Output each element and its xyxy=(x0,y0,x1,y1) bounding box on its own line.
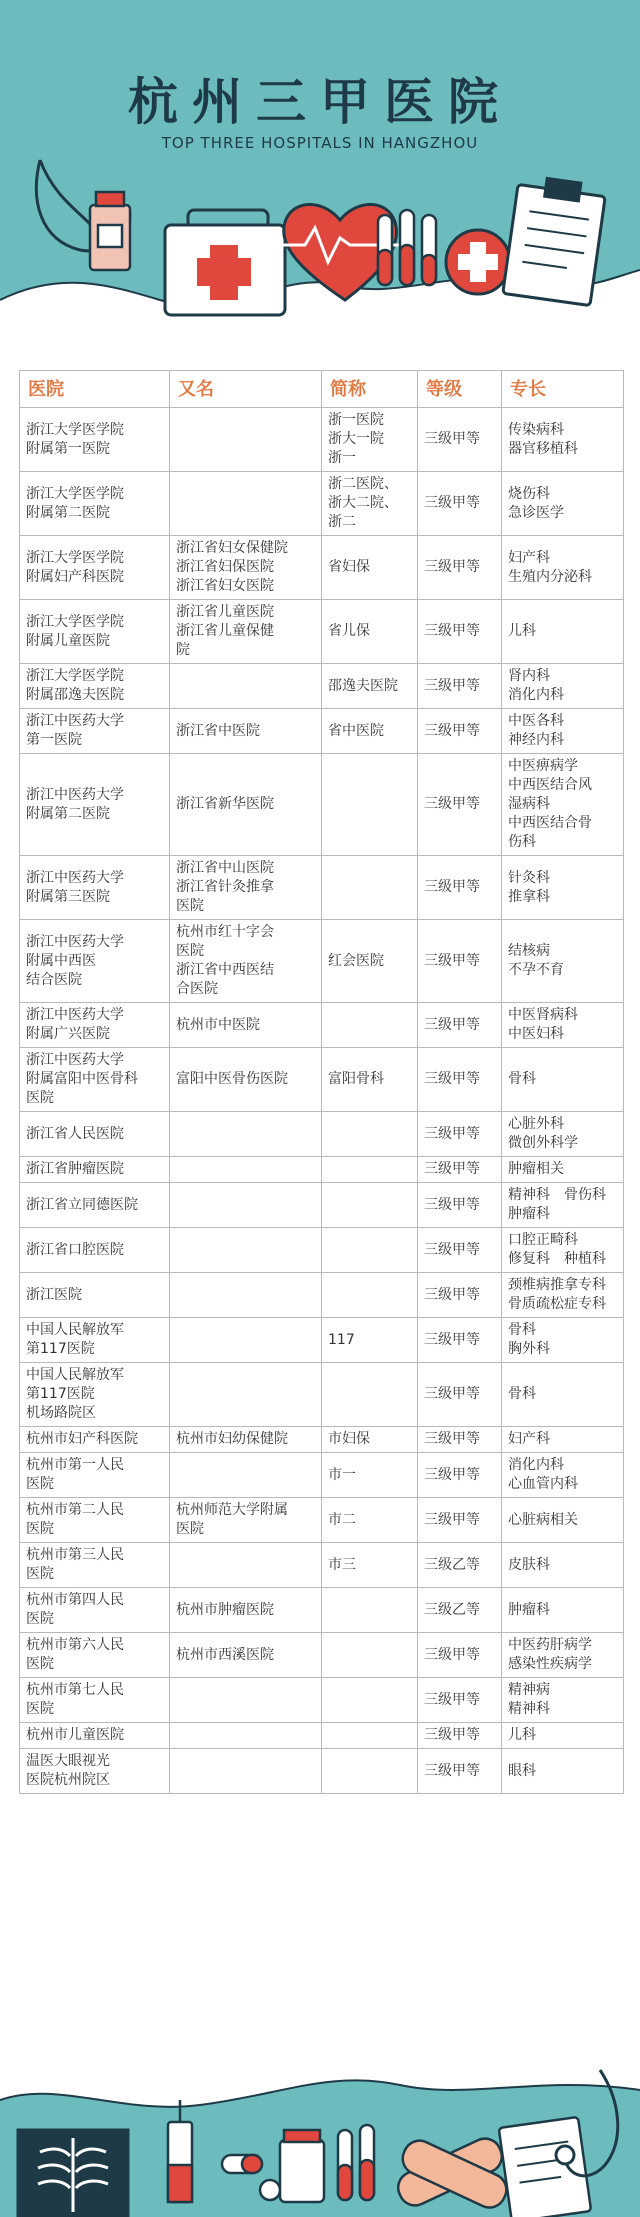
cell-hospital-name: 浙江省立同德医院 xyxy=(20,1183,170,1228)
cell-alias: 杭州市妇幼保健院 xyxy=(170,1427,322,1453)
page-subtitle: TOP THREE HOSPITALS IN HANGZHOU xyxy=(161,134,479,152)
cell-alias xyxy=(170,1453,322,1498)
table-row xyxy=(20,1749,624,1794)
table-row xyxy=(20,1048,624,1112)
table-row xyxy=(20,1678,624,1723)
page-title: 杭州三甲医院 xyxy=(128,73,512,131)
cell-grade: 三级甲等 xyxy=(418,1749,502,1794)
table-row xyxy=(20,472,624,536)
clipboard-icon xyxy=(503,178,605,305)
cell-hospital-name: 浙江大学医学院 附属儿童医院 xyxy=(20,600,170,664)
cell-specialty: 肿瘤相关 xyxy=(502,1157,624,1183)
cell-hospital-name: 杭州市第三人民 医院 xyxy=(20,1543,170,1588)
cell-alias: 杭州市中医院 xyxy=(170,1003,322,1048)
cell-grade: 三级甲等 xyxy=(418,1183,502,1228)
cell-specialty: 肿瘤科 xyxy=(502,1588,624,1633)
column-header-hospital: 医院 xyxy=(20,371,170,408)
hospital-table-container xyxy=(19,370,623,1794)
cell-abbreviation xyxy=(322,1749,418,1794)
cell-abbreviation: 富阳骨科 xyxy=(322,1048,418,1112)
table-row xyxy=(20,920,624,1003)
cell-abbreviation xyxy=(322,1273,418,1318)
cell-grade: 三级甲等 xyxy=(418,920,502,1003)
cell-specialty: 骨科 胸外科 xyxy=(502,1318,624,1363)
xray-icon xyxy=(18,2130,128,2217)
cell-specialty: 心脏外科 微创外科学 xyxy=(502,1112,624,1157)
cell-hospital-name: 浙江中医药大学 附属富阳中医骨科 医院 xyxy=(20,1048,170,1112)
table-row xyxy=(20,1498,624,1543)
cell-alias xyxy=(170,1112,322,1157)
cell-grade: 三级甲等 xyxy=(418,1723,502,1749)
cell-alias xyxy=(170,1678,322,1723)
cell-abbreviation xyxy=(322,1112,418,1157)
cell-abbreviation xyxy=(322,1157,418,1183)
cell-grade: 三级甲等 xyxy=(418,1318,502,1363)
cell-alias: 富阳中医骨伤医院 xyxy=(170,1048,322,1112)
cell-specialty: 口腔正畸科 修复科 种植科 xyxy=(502,1228,624,1273)
cell-alias: 浙江省中医院 xyxy=(170,709,322,754)
cell-alias: 杭州市西溪医院 xyxy=(170,1633,322,1678)
cell-hospital-name: 浙江省口腔医院 xyxy=(20,1228,170,1273)
cell-grade: 三级甲等 xyxy=(418,1228,502,1273)
cell-hospital-name: 杭州市第四人民 医院 xyxy=(20,1588,170,1633)
cell-specialty: 中医肾病科 中医妇科 xyxy=(502,1003,624,1048)
cell-specialty: 眼科 xyxy=(502,1749,624,1794)
cell-specialty: 消化内科 心血管内科 xyxy=(502,1453,624,1498)
cell-abbreviation xyxy=(322,1183,418,1228)
footer-medical-art xyxy=(0,2060,640,2217)
cell-specialty: 中医药肝病学 感染性疾病学 xyxy=(502,1633,624,1678)
cell-hospital-name: 浙江医院 xyxy=(20,1273,170,1318)
first-aid-kit-icon xyxy=(165,210,285,315)
table-row xyxy=(20,1453,624,1498)
table-row xyxy=(20,1363,624,1427)
cell-specialty: 妇产科 生殖内分泌科 xyxy=(502,536,624,600)
cell-specialty: 骨科 xyxy=(502,1048,624,1112)
bottle-icon xyxy=(90,192,130,270)
cell-abbreviation: 市妇保 xyxy=(322,1427,418,1453)
cell-alias xyxy=(170,1363,322,1427)
table-row xyxy=(20,1633,624,1678)
cell-hospital-name: 浙江省人民医院 xyxy=(20,1112,170,1157)
cell-specialty: 肾内科 消化内科 xyxy=(502,664,624,709)
cell-hospital-name: 浙江省肿瘤医院 xyxy=(20,1157,170,1183)
cell-abbreviation: 市一 xyxy=(322,1453,418,1498)
cell-alias: 浙江省妇女保健院 浙江省妇保医院 浙江省妇女医院 xyxy=(170,536,322,600)
cell-abbreviation xyxy=(322,754,418,856)
cell-hospital-name: 浙江中医药大学 附属广兴医院 xyxy=(20,1003,170,1048)
cell-abbreviation xyxy=(322,856,418,920)
cell-grade: 三级甲等 xyxy=(418,1678,502,1723)
cell-hospital-name: 浙江大学医学院 附属妇产科医院 xyxy=(20,536,170,600)
column-header-grade: 等级 xyxy=(418,371,502,408)
cell-alias xyxy=(170,664,322,709)
cell-alias: 杭州师范大学附属 医院 xyxy=(170,1498,322,1543)
table-row xyxy=(20,1273,624,1318)
table-row xyxy=(20,600,624,664)
cell-alias xyxy=(170,1273,322,1318)
cell-specialty: 妇产科 xyxy=(502,1427,624,1453)
cell-grade: 三级甲等 xyxy=(418,1427,502,1453)
cell-abbreviation xyxy=(322,1228,418,1273)
cell-abbreviation xyxy=(322,1003,418,1048)
cell-abbreviation: 邵逸夫医院 xyxy=(322,664,418,709)
cell-specialty: 中医痹病学 中西医结合风 湿病科 中西医结合骨 伤科 xyxy=(502,754,624,856)
table-row xyxy=(20,1723,624,1749)
cell-alias xyxy=(170,1183,322,1228)
medical-illustration xyxy=(0,0,640,330)
cell-grade: 三级甲等 xyxy=(418,600,502,664)
table-row xyxy=(20,1543,624,1588)
cell-abbreviation: 省妇保 xyxy=(322,536,418,600)
cell-abbreviation: 117 xyxy=(322,1318,418,1363)
cell-grade: 三级甲等 xyxy=(418,754,502,856)
cell-grade: 三级甲等 xyxy=(418,664,502,709)
cell-abbreviation: 市二 xyxy=(322,1498,418,1543)
table-row xyxy=(20,664,624,709)
cell-alias xyxy=(170,1318,322,1363)
cell-grade: 三级甲等 xyxy=(418,1363,502,1427)
cell-grade: 三级甲等 xyxy=(418,408,502,472)
cell-specialty: 烧伤科 急诊医学 xyxy=(502,472,624,536)
cell-specialty: 骨科 xyxy=(502,1363,624,1427)
cell-hospital-name: 杭州市儿童医院 xyxy=(20,1723,170,1749)
cell-abbreviation: 红会医院 xyxy=(322,920,418,1003)
cell-hospital-name: 浙江大学医学院 附属第二医院 xyxy=(20,472,170,536)
cell-alias xyxy=(170,408,322,472)
table-row xyxy=(20,709,624,754)
cell-specialty: 颈椎病推拿专科 骨质疏松症专科 xyxy=(502,1273,624,1318)
cell-hospital-name: 中国人民解放军 第117医院 机场路院区 xyxy=(20,1363,170,1427)
cell-abbreviation: 浙一医院 浙大一院 浙一 xyxy=(322,408,418,472)
header-banner xyxy=(0,0,640,330)
cell-hospital-name: 浙江中医药大学 附属第三医院 xyxy=(20,856,170,920)
cell-abbreviation xyxy=(322,1678,418,1723)
cell-alias: 浙江省中山医院 浙江省针灸推拿 医院 xyxy=(170,856,322,920)
cell-grade: 三级甲等 xyxy=(418,1048,502,1112)
table-row xyxy=(20,408,624,472)
cell-hospital-name: 浙江中医药大学 第一医院 xyxy=(20,709,170,754)
cell-specialty: 心脏病相关 xyxy=(502,1498,624,1543)
cell-grade: 三级乙等 xyxy=(418,1588,502,1633)
table-row xyxy=(20,1183,624,1228)
cell-grade: 三级甲等 xyxy=(418,1633,502,1678)
cell-specialty: 中医各科 神经内科 xyxy=(502,709,624,754)
test-tube-icon xyxy=(378,210,436,285)
table-row xyxy=(20,1157,624,1183)
cell-alias xyxy=(170,1543,322,1588)
cell-grade: 三级甲等 xyxy=(418,1498,502,1543)
cell-grade: 三级甲等 xyxy=(418,1453,502,1498)
cell-alias xyxy=(170,1157,322,1183)
cell-hospital-name: 浙江中医药大学 附属中西医 结合医院 xyxy=(20,920,170,1003)
table-row xyxy=(20,1318,624,1363)
column-header-abbr: 简称 xyxy=(322,371,418,408)
cell-specialty: 结核病 不孕不育 xyxy=(502,920,624,1003)
hospital-table xyxy=(19,370,624,1794)
column-header-specialty: 专长 xyxy=(502,371,624,408)
table-row xyxy=(20,536,624,600)
cell-abbreviation xyxy=(322,1723,418,1749)
cell-hospital-name: 杭州市第一人民 医院 xyxy=(20,1453,170,1498)
cell-abbreviation: 市三 xyxy=(322,1543,418,1588)
cell-abbreviation xyxy=(322,1633,418,1678)
table-row xyxy=(20,856,624,920)
cell-alias xyxy=(170,1749,322,1794)
table-row xyxy=(20,1588,624,1633)
table-row xyxy=(20,754,624,856)
cell-alias xyxy=(170,1228,322,1273)
footer-illustration xyxy=(0,2060,640,2217)
cell-alias xyxy=(170,1723,322,1749)
cell-specialty: 儿科 xyxy=(502,600,624,664)
cell-specialty: 针灸科 推拿科 xyxy=(502,856,624,920)
table-header-row xyxy=(20,371,624,408)
cell-grade: 三级甲等 xyxy=(418,856,502,920)
cross-badge-icon xyxy=(446,230,510,294)
cell-hospital-name: 中国人民解放军 第117医院 xyxy=(20,1318,170,1363)
cell-grade: 三级甲等 xyxy=(418,536,502,600)
cell-hospital-name: 浙江大学医学院 附属第一医院 xyxy=(20,408,170,472)
cell-specialty: 精神科 骨伤科 肿瘤科 xyxy=(502,1183,624,1228)
table-row xyxy=(20,1003,624,1048)
cell-alias: 杭州市肿瘤医院 xyxy=(170,1588,322,1633)
cell-hospital-name: 浙江大学医学院 附属邵逸夫医院 xyxy=(20,664,170,709)
cell-alias xyxy=(170,472,322,536)
cell-specialty: 皮肤科 xyxy=(502,1543,624,1588)
cell-hospital-name: 杭州市第二人民 医院 xyxy=(20,1498,170,1543)
cell-abbreviation: 省中医院 xyxy=(322,709,418,754)
cell-hospital-name: 温医大眼视光 医院杭州院区 xyxy=(20,1749,170,1794)
cell-hospital-name: 杭州市第六人民 医院 xyxy=(20,1633,170,1678)
footer-clipboard-icon xyxy=(499,2117,591,2217)
column-header-alias: 又名 xyxy=(170,371,322,408)
cell-grade: 三级甲等 xyxy=(418,1157,502,1183)
cell-alias: 杭州市红十字会 医院 浙江省中西医结 合医院 xyxy=(170,920,322,1003)
cell-alias: 浙江省儿童医院 浙江省儿童保健 院 xyxy=(170,600,322,664)
cell-grade: 三级甲等 xyxy=(418,1112,502,1157)
cell-specialty: 传染病科 器官移植科 xyxy=(502,408,624,472)
cell-abbreviation: 省儿保 xyxy=(322,600,418,664)
cell-grade: 三级甲等 xyxy=(418,1273,502,1318)
cell-grade: 三级甲等 xyxy=(418,709,502,754)
cell-hospital-name: 杭州市第七人民 医院 xyxy=(20,1678,170,1723)
cell-hospital-name: 浙江中医药大学 附属第二医院 xyxy=(20,754,170,856)
cell-grade: 三级甲等 xyxy=(418,1003,502,1048)
table-row xyxy=(20,1228,624,1273)
cell-hospital-name: 杭州市妇产科医院 xyxy=(20,1427,170,1453)
cell-specialty: 儿科 xyxy=(502,1723,624,1749)
cell-abbreviation xyxy=(322,1363,418,1427)
table-row xyxy=(20,1427,624,1453)
cell-specialty: 精神病 精神科 xyxy=(502,1678,624,1723)
cell-grade: 三级乙等 xyxy=(418,1543,502,1588)
cell-abbreviation: 浙二医院、 浙大二院、 浙二 xyxy=(322,472,418,536)
cell-grade: 三级甲等 xyxy=(418,472,502,536)
table-row xyxy=(20,1112,624,1157)
cell-alias: 浙江省新华医院 xyxy=(170,754,322,856)
cell-abbreviation xyxy=(322,1588,418,1633)
